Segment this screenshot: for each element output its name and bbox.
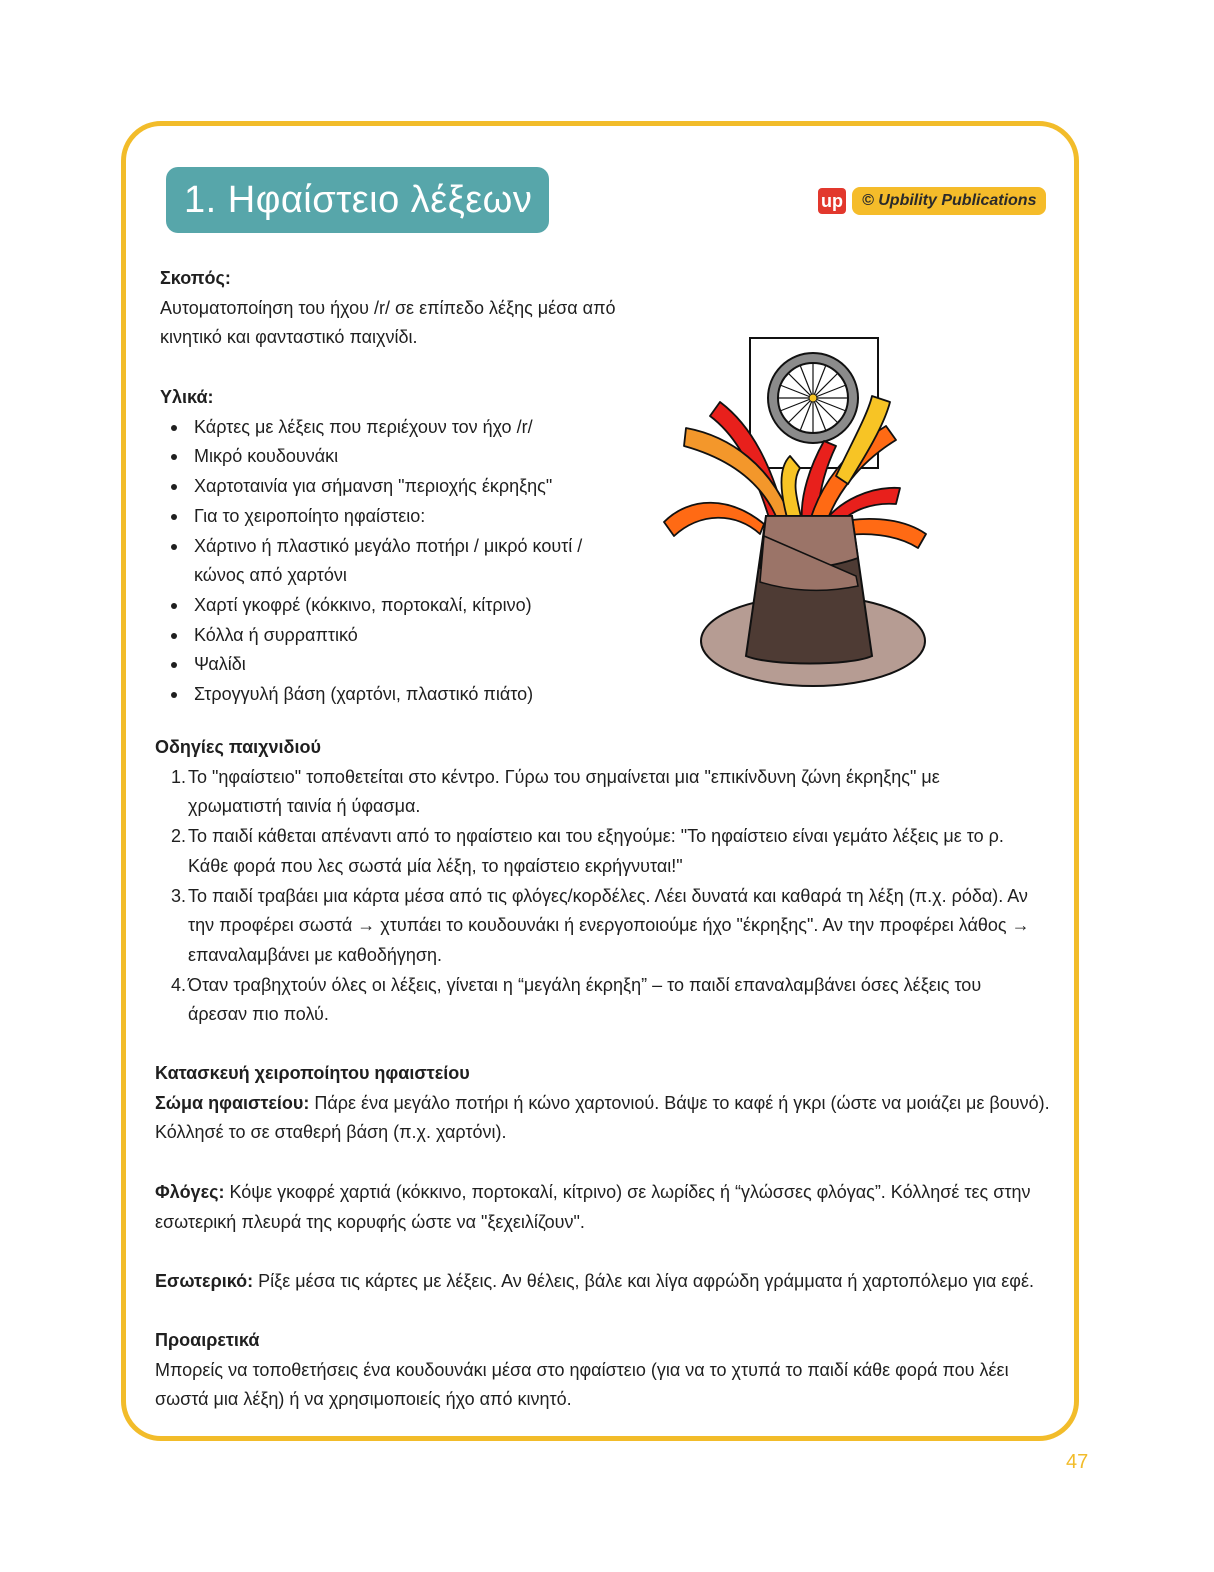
inside-section <box>155 1267 1065 1297</box>
inside-label: Εσωτερικό: <box>155 1271 254 1291</box>
list-item <box>155 882 1055 971</box>
page-title: 1. Ηφαίστειο λέξεων <box>166 167 549 233</box>
step-line: Το παιδί τραβάει μια κάρτα μέσα από τις φλόγες/κορδέλες. Λέει δυνατά και καθαρά τη λέξη (π.χ. ρόδα). Αν <box>188 885 1028 906</box>
body-text: Πάρε ένα μεγάλο ποτήρι ή κώνο χαρτονιού. Βάψε το καφέ ή γκρι (ώστε να μοιάζει με βουνό). <box>309 1092 1050 1113</box>
list-item: Ψαλίδι <box>160 650 660 680</box>
instructions-list <box>155 763 1055 1030</box>
list-item <box>155 763 1055 822</box>
list-item <box>155 971 1055 1030</box>
materials-heading: Υλικά: <box>160 387 214 407</box>
list-item: Κάρτες με λέξεις που περιέχουν τον ήχο /r/ <box>160 413 660 443</box>
list-item-line: Χάρτινο ή πλαστικό μεγάλο ποτήρι / μικρό κουτί / <box>194 535 583 556</box>
purpose-line: κινητικό και φανταστικό παιχνίδι. <box>160 327 418 348</box>
step-line: χρωματιστή ταινία ή ύφασμα. <box>188 796 421 817</box>
optional-heading: Προαιρετικά <box>155 1330 260 1350</box>
list-item: Μικρό κουδουνάκι <box>160 442 660 472</box>
construction-section <box>155 1059 1065 1148</box>
list-item: Χαρτοταινία για σήμανση "περιοχής έκρηξης" <box>160 472 660 502</box>
step-line: την προφέρει σωστά → χτυπάει το κουδουνάκι ή ενεργοποιούμε ήχο "έκρηξης". Αν την προφέρει λάθος → <box>188 915 1030 936</box>
materials-section <box>160 383 660 710</box>
step-number: 2. <box>171 826 187 847</box>
step-line: Κάθε φορά που λες σωστά μία λέξη, το ηφαίστειο εκρήγνυται!" <box>188 855 683 876</box>
optional-line: Μπορείς να τοποθετήσεις ένα κουδουνάκι μέσα στο ηφαίστειο (για να το χτυπά το παιδί κάθε φορά που λέει <box>155 1359 1009 1380</box>
step-number: 4. <box>171 974 187 995</box>
purpose-section <box>160 264 680 353</box>
flames-line: εσωτερική πλευρά της κορυφής ώστε να "ξεχειλίζουν". <box>155 1211 585 1232</box>
purpose-heading: Σκοπός: <box>160 268 231 288</box>
upbility-logo-icon: up <box>818 188 846 214</box>
materials-list <box>160 413 660 710</box>
optional-section <box>155 1326 1065 1415</box>
purpose-line: Αυτοματοποίηση του ήχου /r/ σε επίπεδο λέξης μέσα από <box>160 297 616 318</box>
inside-text: Ρίξε μέσα τις κάρτες με λέξεις. Αν θέλεις, βάλε και λίγα αφρώδη γράμματα ή χαρτοπόλεμο για εφέ. <box>253 1271 1034 1291</box>
publisher-badge: © Upbility Publications <box>852 187 1046 215</box>
flames-section <box>155 1178 1065 1237</box>
list-item: Στρογγυλή βάση (χαρτόνι, πλαστικό πιάτο) <box>160 680 660 710</box>
step-line: επαναλαμβάνει με καθοδήγηση. <box>188 944 443 965</box>
construction-heading: Κατασκευή χειροποίητου ηφαιστείου <box>155 1063 470 1083</box>
list-item <box>155 822 1055 881</box>
flames-label: Φλόγες: <box>155 1182 225 1202</box>
step-line: Το "ηφαίστειο" τοποθετείται στο κέντρο. Γύρω του σημαίνεται μια "επικίνδυνη ζώνη έκρηξης" με <box>188 766 940 787</box>
construction-body-line <box>155 1089 1065 1119</box>
step-line: Το παιδί κάθεται απέναντι από το ηφαίστειο και του εξηγούμε: "Το ηφαίστειο είναι γεμάτο λέξεις με το ρ. <box>188 826 1004 847</box>
instructions-heading: Οδηγίες παιχνιδιού <box>155 737 321 757</box>
flames-text: Κόψε γκοφρέ χαρτιά (κόκκινο, πορτοκαλί, κίτρινο) σε λωρίδες ή “γλώσσες φλόγας”. Κόλλησέ τες στην <box>224 1182 1031 1202</box>
list-item: Για το χειροποίητο ηφαίστειο: <box>160 502 660 532</box>
body-label: Σώμα ηφαιστείου: <box>155 1092 310 1113</box>
volcano-with-bicycle-wheel-card-icon <box>660 336 940 696</box>
list-item: Κόλλα ή συρραπτικό <box>160 621 660 651</box>
list-item <box>160 532 660 591</box>
step-number: 3. <box>171 885 187 906</box>
construction-body-line: Κόλλησέ το σε σταθερή βάση (π.χ. χαρτόνι). <box>155 1122 507 1143</box>
step-line: Όταν τραβηχτούν όλες οι λέξεις, γίνεται η “μεγάλη έκρηξη” – το παιδί επαναλαμβάνει όσες λέξεις του <box>188 974 982 995</box>
list-item: Χαρτί γκοφρέ (κόκκινο, πορτοκαλί, κίτρινο) <box>160 591 660 621</box>
optional-line: σωστά μια λέξη) ή να χρησιμοποιείς ήχο από κινητό. <box>155 1389 572 1410</box>
step-line: άρεσαν πιο πολύ. <box>188 1004 329 1025</box>
publisher-brand <box>818 187 1046 215</box>
inside-line <box>155 1267 1065 1297</box>
step-number: 1. <box>171 766 187 787</box>
instructions-section <box>155 733 1055 1030</box>
page-number: 47 <box>1066 1451 1089 1473</box>
flames-line <box>155 1178 1065 1208</box>
list-item-line: κώνος από χαρτόνι <box>194 565 347 586</box>
